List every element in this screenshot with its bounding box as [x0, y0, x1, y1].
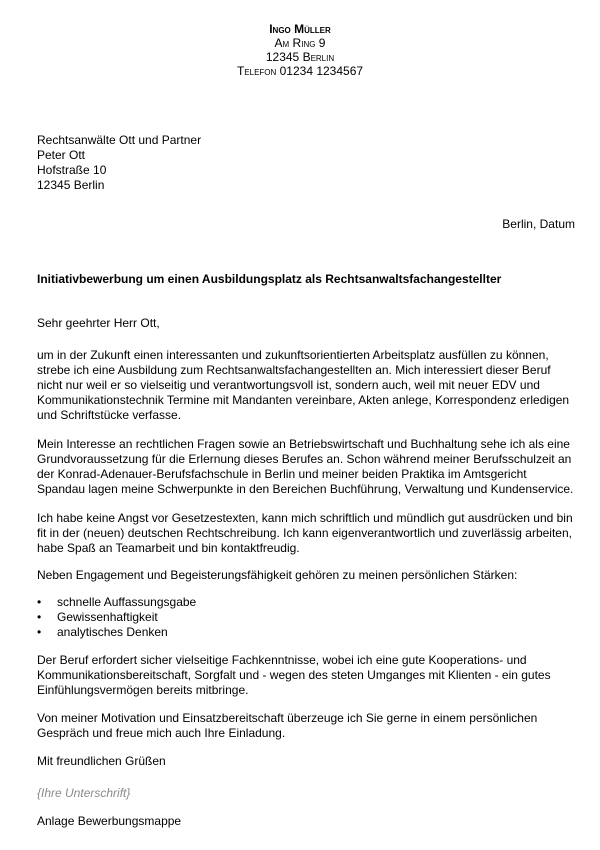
paragraph-skills: Ich habe keine Angst vor Gesetzestexten, kann mich schriftlich und mündlich gut ausdrücken und bin fit in der (neuen) deutschen Rechtschreibung. Ich kann eigenverantwortlich und zuverlässig arbeiten, habe Spaß an Teamarbeit und bin kontaktfreudig.	[37, 511, 573, 555]
paragraph-motivation: um in der Zukunft einen interessanten und zukunftsorientierten Arbeitsplatz ausfüllen zu können, strebe ich eine Ausbildung zum Rechtsanwaltsfachangestellten an. Mich interessiert dieser Beruf nicht nur weil er so vielseitig und verantwortungsvoll ist, sondern auch, weil mit neuer EDV und Kommunikationstechnik Termine mit Mandanten vereinbare, Akten anlege, Korrespondenz erledigen und Schriftstücke verfasse.	[37, 348, 570, 422]
paragraph-profession: Der Beruf erfordert sicher vielseitige Fachkenntnisse, wobei ich eine gute Kooperations- und Kommunikationsbereitschaft, Sorgfalt und - wegen des steten Umganges mit Klienten - ein gutes Einfühlungsvermögen bereits mitbringe.	[37, 653, 551, 697]
paragraph-invitation: Von meiner Motivation und Einsatzbereitschaft überzeuge ich Sie gerne in einem persönlichen Gespräch und freue mich auch Ihre Einladung.	[37, 711, 538, 740]
letter-date: Berlin, Datum	[502, 217, 575, 231]
paragraph-interest: Mein Interesse an rechtlichen Fragen sowie an Betriebswirtschaft und Buchhaltung sehe ich als eine Grundvoraussetzung für die Erlernung dieses Berufes an. Schon während meiner Berufsschulzeit an der Konrad-Adenauer-Berufsfachschule in Berlin und meiner beiden Praktika im Amtsgericht Spandau lagen meine Schwerpunkte in den Bereichen Buchführung, Verwaltung und Kundenservice.	[37, 437, 574, 496]
subject-line: Initiativbewerbung um einen Ausbildungsplatz als Rechtsanwaltsfachangestellter	[37, 272, 502, 286]
bullet-icon: •	[37, 610, 42, 624]
strengths-list	[37, 595, 577, 640]
closing: Mit freundlichen Grüßen	[37, 754, 166, 768]
salutation: Sehr geehrter Herr Ott,	[37, 316, 160, 330]
recipient-city: 12345 Berlin	[37, 178, 105, 192]
recipient-company: Rechtsanwälte Ott und Partner	[37, 133, 202, 147]
bullet-icon: •	[37, 595, 42, 609]
signature-placeholder: {Ihre Unterschrift}	[37, 786, 131, 800]
recipient-street: Hofstraße 10	[37, 163, 107, 177]
recipient-address	[37, 133, 201, 193]
enclosure: Anlage Bewerbungsmappe	[37, 814, 182, 828]
sender-city: 12345 Berlin	[265, 50, 335, 64]
recipient-person: Peter Ott	[37, 148, 86, 162]
list-item: • analytisches Denken	[37, 625, 168, 639]
bullet-icon: •	[37, 625, 42, 639]
paragraph-strengths-intro: Neben Engagement und Begeisterungsfähigkeit gehören zu meinen persönlichen Stärken:	[37, 568, 518, 582]
sender-street: Am Ring 9	[274, 36, 326, 50]
list-item: • schnelle Auffassungsgabe	[37, 595, 197, 609]
sender-phone: Telefon 01234 1234567	[236, 64, 364, 78]
sender-block	[0, 22, 600, 78]
sender-name: Ingo Müller	[269, 22, 331, 36]
list-item: • Gewissenhaftigkeit	[37, 610, 158, 624]
letter-body	[37, 316, 577, 829]
